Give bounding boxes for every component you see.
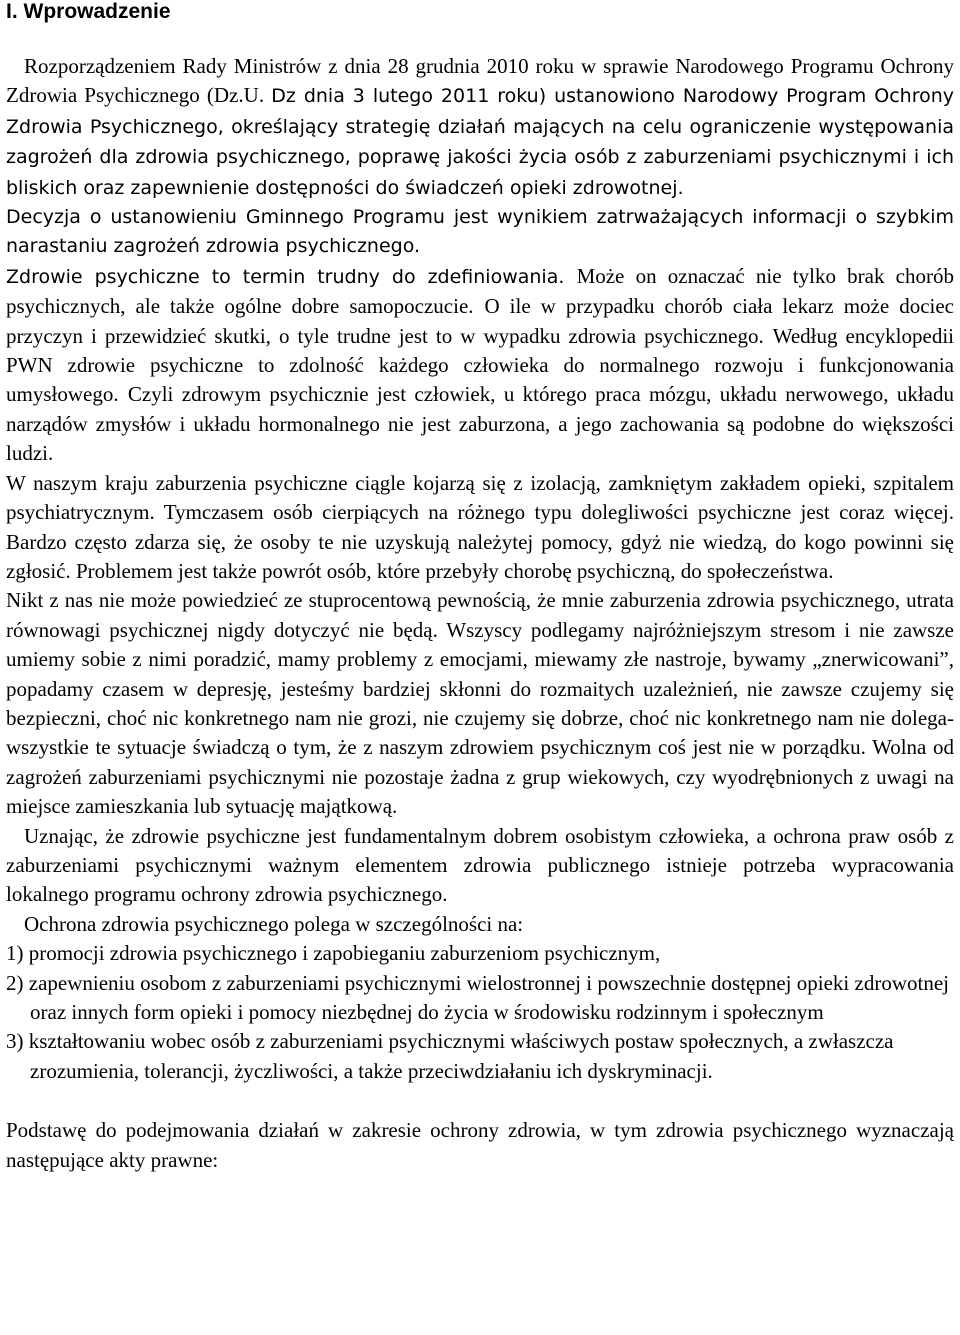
spacer [6,1086,954,1116]
paragraph-decision: Decyzja o ustanowieniu Gminnego Programu jest wynikiem zatrważających informacji o szybkim narastaniu zagrożeń zdrowia psychicznego. [6,206,954,258]
paragraph-legal-basis [6,52,954,203]
document-page [6,0,954,1175]
paragraph-everyone [6,586,954,821]
paragraph-legal-acts: Podstawę do podejmowania działań w zakresie ochrony zdrowia, w tym zdrowia psychicznego wyznaczają następujące akty prawne: [6,1118,954,1172]
paragraph-stigma [6,469,954,587]
paragraph-text: Nikt z nas nie może powiedzieć ze stuprocentową pewnością, że mnie zaburzenia zdrowia psychicznego, utrata równowagi psychicznej nigdy dotyczyć nie będą. [6,588,954,642]
paragraph-text: Według encyklopedii PWN zdrowie psychiczne to zdolność każdego człowieka do normalnego rozwoju i funkcjonowania umysłowego. [6,323,954,407]
paragraph-program-need: Uznając, że zdrowie psychiczne jest fundamentalnym dobrem osobistym człowieka, a ochrona praw osób z zaburzeniami psychicznymi ważnym elementem zdrowia publicznego istnieje potrzeba wypracowania lokalnego programu ochrony zdrowia psychicznego. [6,823,954,907]
paragraph-text: Wolna od zagrożeń zaburzeniami psychicznymi nie pozostaje żadna z grup wiekowych, czy wyodrębnionych z uwagi na miejsce zamieszkania lub sytuację majątkową. [6,735,955,819]
list-item: 3) kształtowaniu wobec osób z zaburzeniami psychicznymi właściwych postaw społecznych, a zwłaszcza zrozumienia, tolerancji, życzliwości, a także przeciwdziałaniu ich dyskryminacji. [6,1029,894,1083]
paragraph-text: O ile w przypadku chorób ciała lekarz może dociec przyczyn i przewidzieć skutki, o tyle trudne jest to w wypadku zdrowia psychicznego. [6,294,955,348]
protection-list [6,939,954,1086]
paragraph-text: Czyli zdrowym psychicznie jest człowiek, u którego praca mózgu, układu nerwowego, układu narządów zmysłów i układu hormonalnego nie jest zaburzona, a jego zachowania są podobne do większości ludzi. [6,382,954,466]
list-item: 1) promocji zdrowia psychicznego i zapobieganiu zaburzeniom psychicznym, [6,941,661,966]
paragraph-text: Dz dnia 3 lutego 2011 roku) ustanowiono Narodowy Program Ochrony Zdrowia Psychicznego, określający strategię działań mających na celu ograniczenie występowania zagrożeń dla zdrowia psychicznego, poprawę jakości życia osób z zaburzeniami psychicznymi i ich bliskich oraz zapewnienie dostępności do świadczeń opieki zdrowotnej. [6,85,955,199]
paragraph-text: Zdrowie psychiczne to termin trudny do zdefiniowania. [6,265,565,288]
section-heading: I. Wprowadzenie [6,0,171,23]
paragraph-text: Tymczasem osób cierpiących na różnego typu dolegliwości psychiczne jest coraz więcej. [163,500,954,525]
paragraph-text: Rozporządzeniem Rady Ministrów z dnia 28 grudnia 2010 roku w sprawie Narodowego Programu Ochrony Zdrowia Psychicznego (Dz.U. [6,54,954,108]
list-item: 2) zapewnieniu osobom z zaburzeniami psychicznymi wielostronnej i powszechnie dostępnej opieki zdrowotnej oraz innych form opieki i pomocy niezbędnej do życia w środowisku rodzinnym i społecznym [6,970,949,1024]
paragraph-definition [6,262,954,469]
paragraph-list-intro: Ochrona zdrowia psychicznego polega w szczególności na: [24,911,524,936]
paragraph-text: Problemem jest także powrót osób, które przebyły chorobę psychiczną, do społeczeństwa. [75,558,834,583]
paragraph-text: Wszyscy podlegamy najróżniejszym stresom i nie zawsze umiemy sobie z nimi poradzić, mamy problemy z emocjami, miewamy złe nastroje, bywamy „znerwicowani”, popadamy czasem w depresję, jesteśmy bardziej skłonni do rozmaitych uzależnień, nie zawsze czujemy się bezpieczni, choć nic konkretnego nam nie grozi, nie czujemy się dobrze, choć nic konkretnego nam nie dolega- wszystkie te sytuacje świadczą o tym, że z naszym zdrowiem psychicznym coś jest nie w porządku. [6,617,954,760]
paragraph-text: Może on oznaczać nie tylko brak chorób psychicznych, ale także ogólne dobre samopoczucie. [6,263,955,319]
paragraph-text: W naszym kraju zaburzenia psychiczne ciągle kojarzą się z izolacją, zamkniętym zakładem opieki, szpitalem psychiatrycznym. [6,470,954,525]
paragraph-text: Bardzo często zdarza się, że osoby te nie uzyskują należytej pomocy, gdyż nie wiedzą, do kogo powinni się zgłosić. [6,529,954,583]
